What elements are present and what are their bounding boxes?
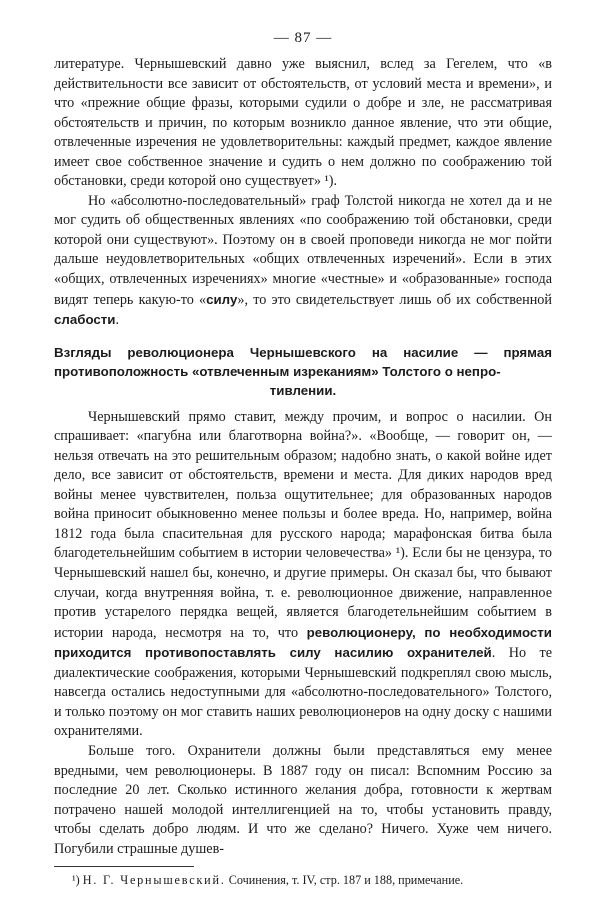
emphasis-revolutionary: революционеру, по необходимости приходится противопоставлять силу насилию охранителей: [54, 624, 552, 661]
footnote-mark: ¹): [72, 873, 80, 888]
section-heading: [54, 343, 552, 400]
paragraph-2-text-a: Но «абсолютно-последовательный» граф Толстой никогда не хотел да и не мог судить об общественных явлениях «по соображению той обстановки, среди которой они существуют». Поэтому он в своей проповеди никогда не мог пойти дальше неудовлетворительных «общих отвлеченных изречений». Если в этих «общих, отвлеченных изречениях» многие «честные» и «образованные» господа видят теперь какую-то «: [54, 192, 552, 308]
paragraph-3-text-a: Чернышевский прямо ставит, между прочим, и вопрос о насилии. Он спрашивает: «пагубна или благотворна война?». «Вообще, — говорит он, — нельзя отвечать на это решительным образом; надобно знать, о какой войне идет дело, все зависит от обстоятельств, времени и места. Для диких народов вред войны менее чувствителен, польза ощутительнее; для образованных народов война приносит обыкновенно менее пользы и более вреда. Но, например, война 1812 года была спасительная для русского народа; марафонская битва была благодетельнейшим событием в истории человечества» ¹). Если бы не цензура, то Чернышевский нашел бы, конечно, и другие примеры. Он сказал бы, что бывают случаи, когда внутренняя война, т. е. революционное движение, направленное против устарелого перядка вещей, является благодетельнейшим событием в истории народа, несмотря на то, что: [54, 408, 552, 641]
emphasis-sila: силу: [206, 291, 238, 307]
paragraph-3: [54, 408, 552, 742]
paragraph-2-text-c: .: [115, 312, 120, 329]
section-heading-last-line: тивлении.: [269, 382, 337, 398]
footnote-author: Н. Г. Чернышевский.: [82, 873, 226, 888]
paragraph-2-text-b: », то это свидетельствует лишь об их собственной: [237, 291, 552, 308]
section-heading-main: Взгляды революционера Чернышевского на насилие — прямая противоположность «отвлеченным изреканиям» Толстого о непро-: [54, 344, 552, 379]
footnote-text: Сочинения, т. IV, стр. 187 и 188, примечание.: [228, 873, 464, 888]
paragraph-1: литературе. Чернышевский давно уже выяснил, вслед за Гегелем, что «в действительности все зависит от обстоятельств, от условий места и времени», и что «прежние общие фразы, которыми судили о добре и зле, не рассматривая обстоятельств и причин, по которым возникло данное явление, что эти общие, отвлеченные изречения не удовлетворительны: каждый предмет, каждое явление имеет свое собственное значение и судить о нем должно по соображению той обстановки, среди которой оно существует» ¹).: [54, 56, 552, 190]
book-page: [54, 30, 552, 889]
paragraph-3-text-b: . Но те диалектические соображения, которыми Чернышевский подкреплял свою мысль, навсегда остались недоступными для «абсолютно-последовательного» Толстого, и только поэтому он мог ставить наших революционеров на одну доску с нашими охранителями.: [54, 645, 552, 740]
page-number: — 87 —: [273, 30, 333, 46]
paragraph-4: Больше того. Охранители должны были представляться ему менее вредными, чем революционеры. В 1887 году он писал: Вспомним Россию за последние 20 лет. Сколько истинного желания добра, готовности к жертвам потрачено нашей молодой интеллигенцией на то, чтобы установить правду, чтобы сделать добро людям. И что же сделано? Ничего. Хуже чем ничего. Погубили страшные душев-: [54, 742, 552, 857]
footnote: [54, 872, 552, 889]
emphasis-slabosti: слабости: [54, 312, 116, 328]
footnote-divider: [54, 866, 194, 867]
paragraph-2: [54, 192, 552, 331]
